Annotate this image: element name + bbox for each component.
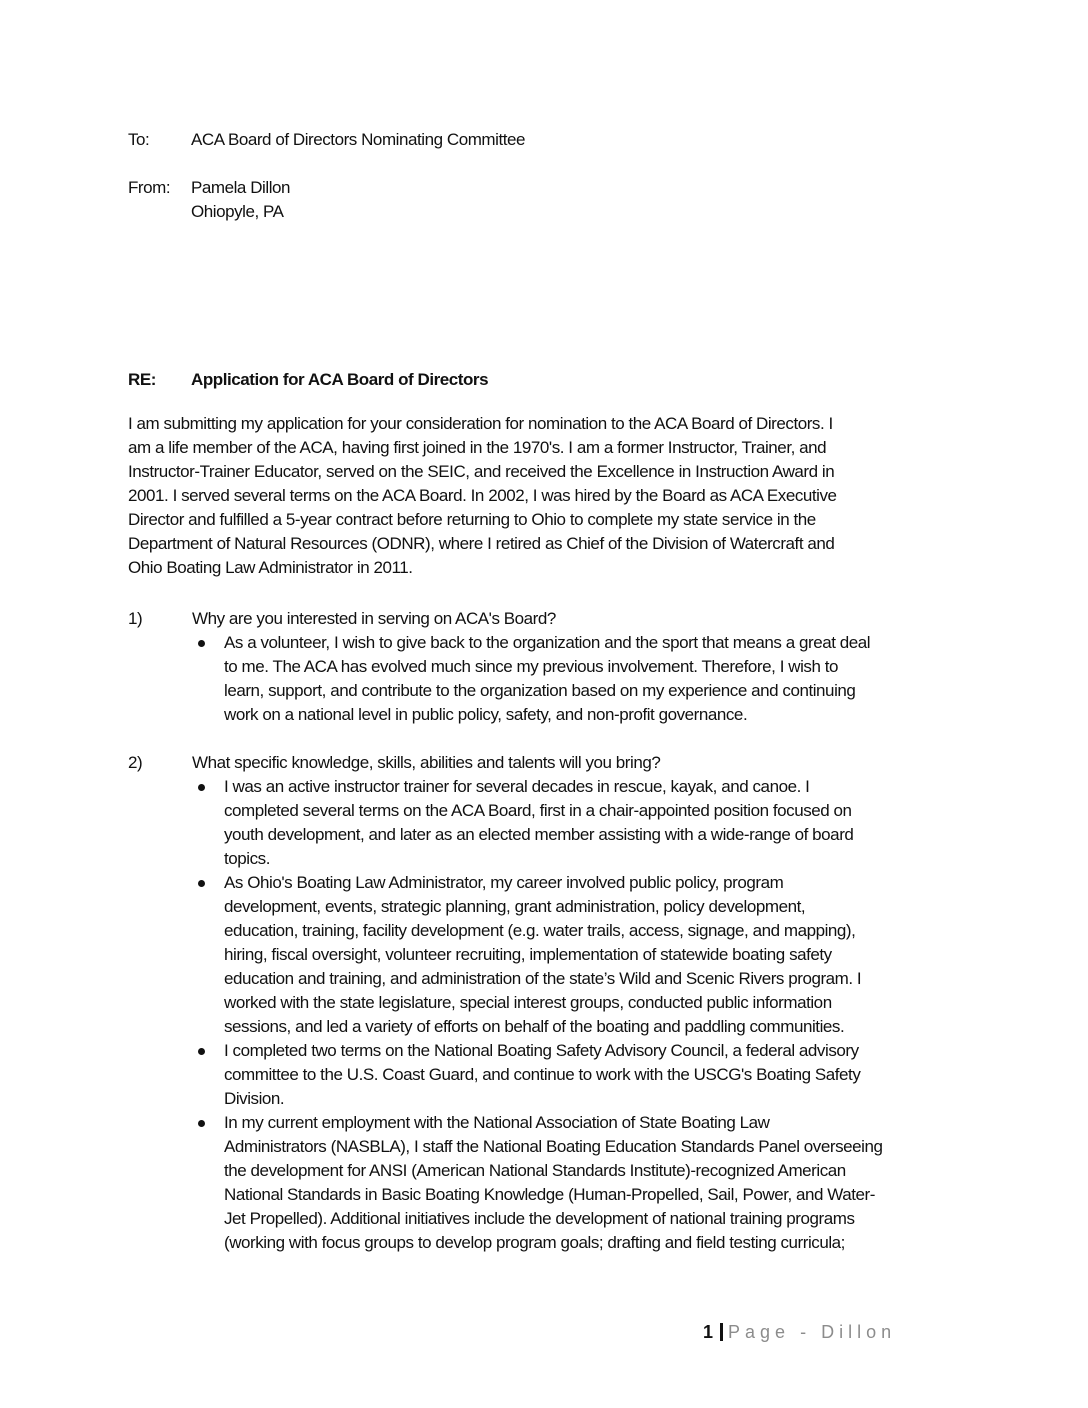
bullet-item [192, 1039, 968, 1111]
bullet-item [192, 631, 968, 727]
page-number: 1 [703, 1322, 714, 1342]
intro-paragraph [128, 412, 968, 580]
bullet-line: education and training, and administration of the state’s Wild and Scenic Rivers program. I [224, 969, 862, 988]
bullet-line: As a volunteer, I wish to give back to the organization and the sport that means a great deal [224, 633, 871, 652]
intro-line: 2001. I served several terms on the ACA Board. In 2002, I was hired by the Board as ACA Executive [128, 486, 837, 505]
bullet-line: development, events, strategic planning, grant administration, policy development, [224, 897, 806, 916]
question-number: 2) [128, 753, 143, 772]
bullet-line: National Standards in Basic Boating Knowledge (Human-Propelled, Sail, Power, and Water- [224, 1185, 875, 1204]
bullet-line: education, training, facility development (e.g. water trails, access, signage, and mapping), [224, 921, 856, 940]
question-number: 1) [128, 609, 143, 628]
intro-line: Instructor-Trainer Educator, served on the SEIC, and received the Excellence in Instruction Award in [128, 462, 835, 481]
bullet-icon [198, 880, 205, 887]
bullet-line: the development for ANSI (American National Standards Institute)-recognized American [224, 1161, 846, 1180]
bullet-item [192, 1111, 968, 1255]
intro-line: Department of Natural Resources (ODNR), where I retired as Chief of the Division of Watercraft and [128, 534, 835, 553]
bullet-line: completed several terms on the ACA Board, first in a chair-appointed position focused on [224, 801, 852, 820]
footer-divider [720, 1323, 723, 1341]
bullet-icon [198, 1048, 205, 1055]
bullet-line: I was an active instructor trainer for several decades in rescue, kayak, and canoe. I [224, 777, 810, 796]
bullet-line: learn, support, and contribute to the organization based on my experience and continuing [224, 681, 856, 700]
bullet-line: hiring, fiscal oversight, volunteer recruiting, implementation of statewide boating safety [224, 945, 832, 964]
bullet-line: Administrators (NASBLA), I staff the National Boating Education Standards Panel overseeing [224, 1137, 883, 1156]
question-text: What specific knowledge, skills, abilities and talents will you bring? [192, 753, 661, 772]
re-label: RE: [128, 370, 156, 389]
bullet-list [192, 631, 968, 727]
footer-separator: - [800, 1322, 812, 1342]
re-subject: Application for ACA Board of Directors [191, 370, 489, 389]
bullet-line: topics. [224, 849, 270, 868]
footer-author: Dillon [821, 1322, 897, 1342]
bullet-line: Jet Propelled). Additional initiatives include the development of national training programs [224, 1209, 855, 1228]
from-label: From: [128, 178, 171, 197]
bullet-line: work on a national level in public policy, safety, and non-profit governance. [224, 705, 748, 724]
footer-page-label: Page [728, 1322, 791, 1342]
from-name: Pamela Dillon [191, 178, 291, 197]
intro-line: I am submitting my application for your consideration for nomination to the ACA Board of Directors. I [128, 414, 833, 433]
question-text: Why are you interested in serving on ACA's Board? [192, 609, 556, 628]
bullet-line: In my current employment with the National Association of State Boating Law [224, 1113, 770, 1132]
bullet-line: (working with focus groups to develop program goals; drafting and field testing curricula; [224, 1233, 845, 1252]
page-footer [703, 1321, 896, 1343]
bullet-line: youth development, and later as an elected member assisting with a wide-range of board [224, 825, 854, 844]
bullet-line: committee to the U.S. Coast Guard, and continue to work with the USCG's Boating Safety [224, 1065, 861, 1084]
to-value: ACA Board of Directors Nominating Committee [191, 130, 526, 149]
to-label: To: [128, 130, 150, 149]
bullet-list [192, 775, 968, 1255]
intro-line: am a life member of the ACA, having first joined in the 1970's. I am a former Instructor, Trainer, and [128, 438, 827, 457]
from-location: Ohiopyle, PA [191, 202, 284, 221]
bullet-item [192, 775, 968, 871]
bullet-line: I completed two terms on the National Boating Safety Advisory Council, a federal advisory [224, 1041, 859, 1060]
bullet-icon [198, 640, 205, 647]
bullet-item [192, 871, 968, 1039]
bullet-line: to me. The ACA has evolved much since my previous involvement. Therefore, I wish to [224, 657, 838, 676]
intro-line: Director and fulfilled a 5-year contract before returning to Ohio to complete my state service in the [128, 510, 816, 529]
bullet-line: sessions, and led a variety of efforts on behalf of the boating and paddling communities. [224, 1017, 845, 1036]
bullet-line: As Ohio's Boating Law Administrator, my career involved public policy, program [224, 873, 784, 892]
bullet-icon [198, 784, 205, 791]
intro-line: Ohio Boating Law Administrator in 2011. [128, 558, 413, 577]
bullet-icon [198, 1120, 205, 1127]
bullet-line: worked with the state legislature, special interest groups, conducted public information [224, 993, 832, 1012]
bullet-line: Division. [224, 1089, 285, 1108]
